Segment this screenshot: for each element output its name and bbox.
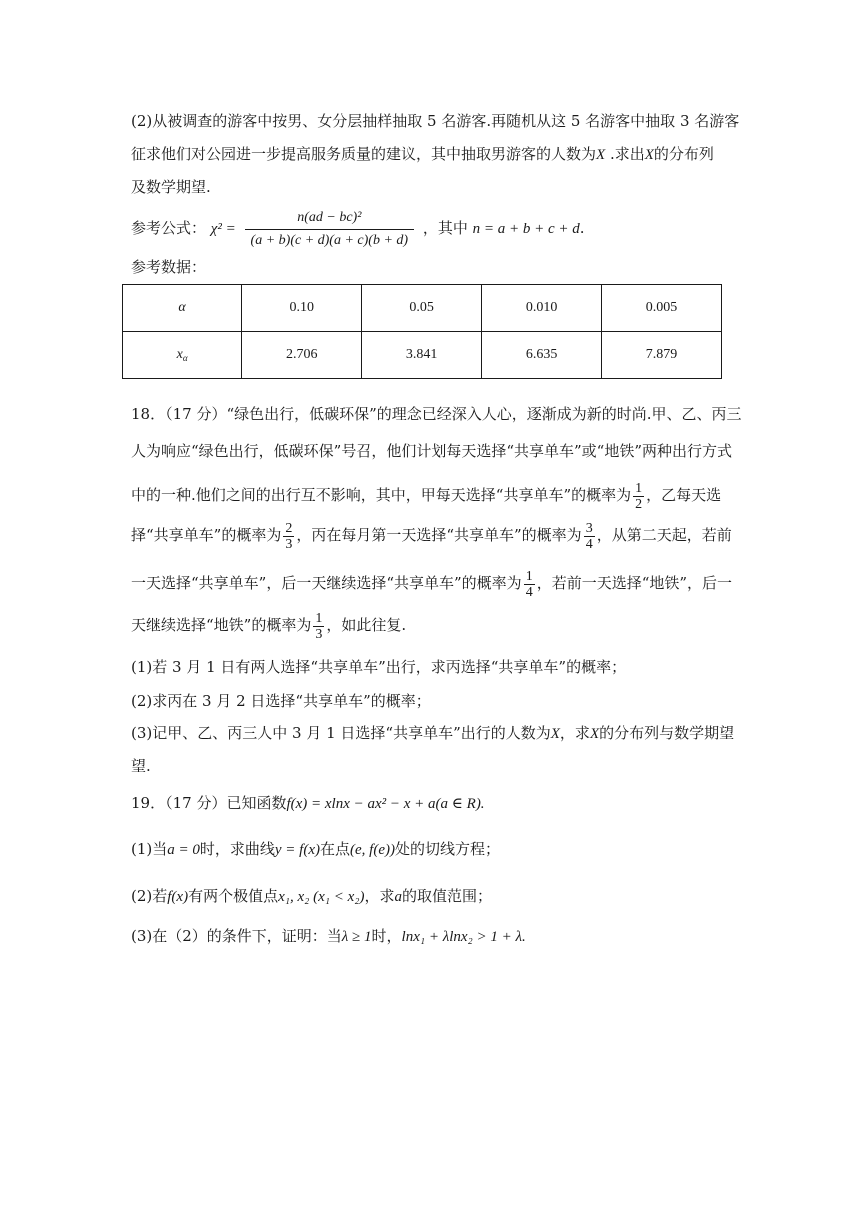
fraction: $\frac{1}{2}$ [635, 480, 643, 512]
part2-line2: 征求他们对公园进一步提高服务质量的建议，其中抽取男游客的人数为X .求出X的分布列 [131, 145, 714, 163]
table-cell: $x_\alpha$ [123, 332, 242, 379]
fraction: $\frac{3}{4}$ [585, 520, 593, 552]
q18-sub3-continuation: 望. [131, 757, 151, 775]
q19-sub2: (2)若f(x)有两个极值点x₁, x₂ (x₁ < x₂)，求a的取值范围； [131, 887, 492, 905]
table-cell: 0.10 [242, 285, 362, 332]
q18-sub1: (1)若 3 月 1 日有两人选择“共享单车”出行，求丙选择“共享单车”的概率； [131, 658, 627, 676]
q18-line1: 18．（17 分）“绿色出行，低碳环保”的理念已经深入人心，逐渐成为新的时尚.甲、乙、丙三 [131, 405, 742, 423]
part2-line1: (2)从被调查的游客中按男、女分层抽样抽取 5 名游客.再随机从这 5 名游客中抽取 3 名游客 [131, 112, 740, 130]
part2-line3: 及数学期望. [131, 178, 211, 196]
table-cell: 6.635 [482, 332, 602, 379]
q19-sub1: (1)当a = 0时，求曲线y = f(x)在点(e, f(e))处的切线方程； [131, 840, 500, 858]
formula-line: 参考公式： χ² = $\frac{\text{n(ad − bc)²}}{(a + b)(c + d)(a + c)(b + d)}$ ，其中 n = a + b + c + d. [131, 209, 585, 248]
table-cell: α [123, 285, 242, 332]
q18-line5: 一天选择“共享单车”，后一天继续选择“共享单车”的概率为 $\frac{1}{4}$ ，若前一天选择“地铁”，后一 [131, 568, 733, 600]
table-cell: 7.879 [602, 332, 722, 379]
fraction: $\frac{2}{3}$ [285, 520, 293, 552]
q19-intro: 19．（17 分）已知函数f(x) = xlnx − ax² − x + a(a ∈ R). [131, 794, 485, 812]
fraction: $\frac{1}{4}$ [525, 568, 533, 600]
table-row [123, 285, 722, 332]
q19-sub3: (3)在（2）的条件下，证明：当λ ≥ 1时，lnx₁ + λlnx₂ > 1 + λ. [131, 927, 526, 945]
fraction: $\frac{1}{3}$ [315, 610, 323, 642]
q18-line6: 天继续选择“地铁”的概率为 $\frac{1}{3}$ ，如此往复. [131, 610, 407, 642]
reference-table [122, 284, 722, 379]
chi-square-fraction: $\frac{\text{n(ad − bc)²}}{(a + b)(c + d)(a + c)(b + d)}$ [245, 209, 415, 250]
table-cell: 2.706 [242, 332, 362, 379]
table-cell: 0.05 [362, 285, 482, 332]
q18-sub2: (2)求丙在 3 月 2 日选择“共享单车”的概率； [131, 692, 431, 710]
table-cell: 3.841 [362, 332, 482, 379]
table-row [123, 332, 722, 379]
q18-line2: 人为响应“绿色出行，低碳环保”号召，他们计划每天选择“共享单车”或“地铁”两种出行方式 [131, 442, 733, 460]
q18-line4: 择“共享单车”的概率为 $\frac{2}{3}$ ，丙在每月第一天选择“共享单车”的概率为 $\frac{3}{4}$ ，从第二天起，若前 [131, 520, 732, 552]
q18-line3: 中的一种.他们之间的出行互不影响，其中，甲每天选择“共享单车”的概率为 $\frac{1}{2}$ ，乙每天选 [131, 480, 722, 512]
q18-sub3: (3)记甲、乙、丙三人中 3 月 1 日选择“共享单车”出行的人数为X，求X的分布列与数学期望 [131, 724, 735, 742]
ref-data-label: 参考数据： [131, 258, 207, 276]
table-cell: 0.010 [482, 285, 602, 332]
table-cell: 0.005 [602, 285, 722, 332]
